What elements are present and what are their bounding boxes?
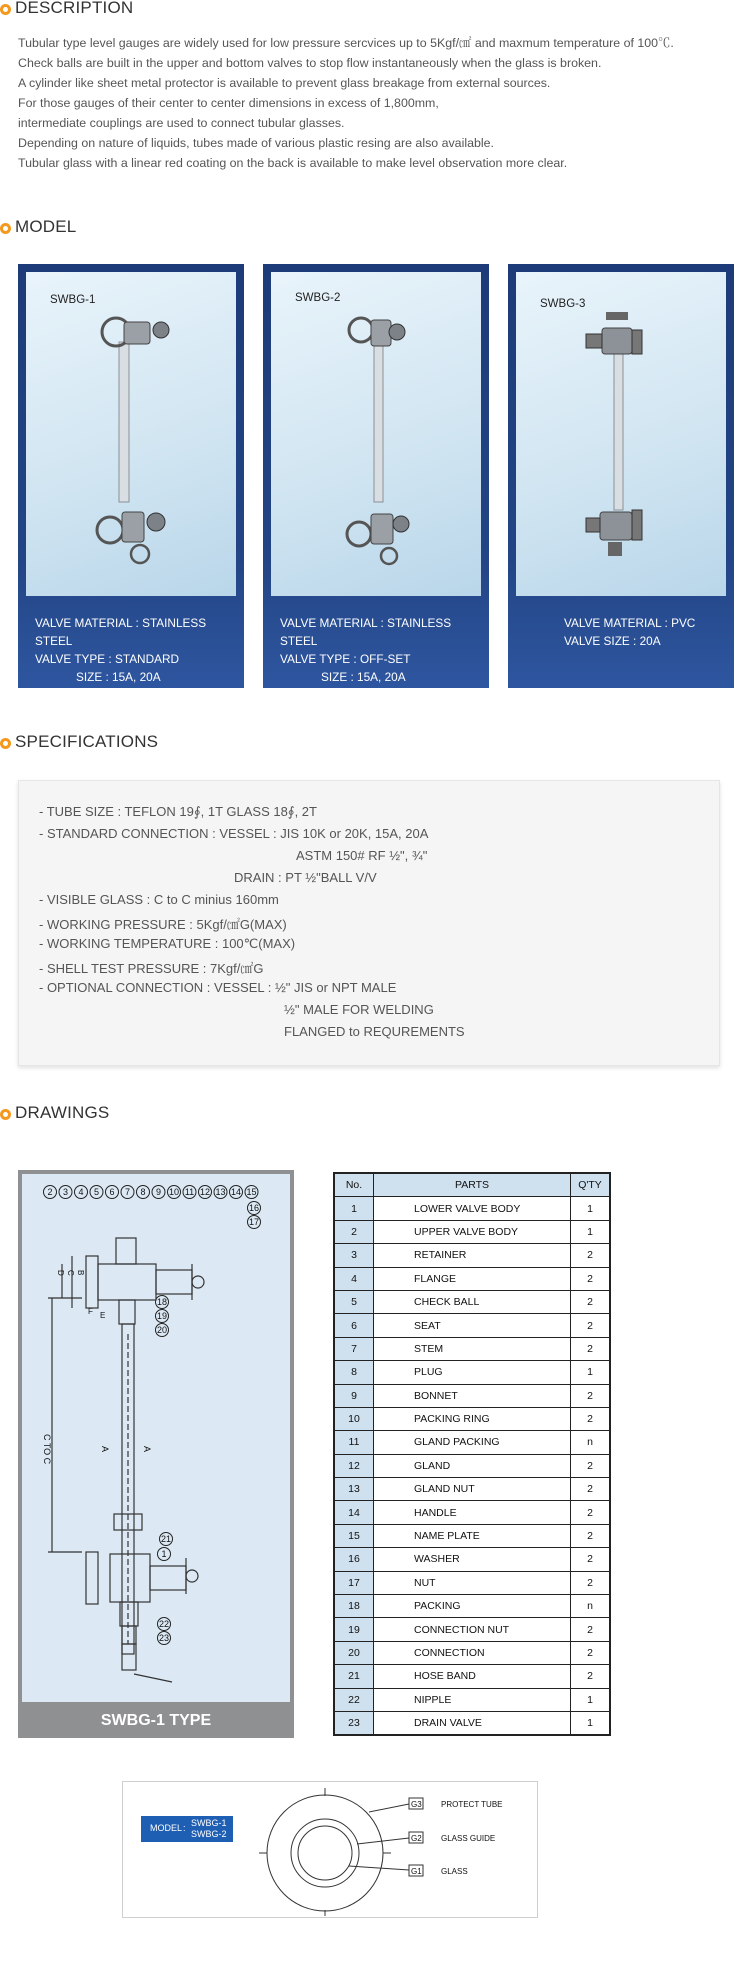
badge-value: SWBG-2 [191, 1829, 227, 1839]
description-line: A cylinder like sheet metal protector is available to prevent glass breakage from external sources. [18, 76, 551, 90]
callout-number: 3 [62, 1187, 69, 1197]
spec-line: FLANGED to REQUREMENTS [284, 1024, 465, 1039]
cross-section-diagram [123, 1782, 537, 1917]
cell-qty: 2 [571, 1501, 611, 1524]
model-spec-line: SIZE : 15A, 20A [76, 670, 161, 684]
model-spec-line: VALVE SIZE : 20A [564, 634, 661, 648]
cell-no: 18 [334, 1595, 374, 1618]
cell-part: FLANGE [374, 1267, 571, 1290]
cell-part: PACKING RING [374, 1407, 571, 1430]
table-row [334, 1688, 610, 1711]
section-title-text: DESCRIPTION [15, 0, 134, 17]
cross-section-view [122, 1781, 538, 1918]
cell-no: 7 [334, 1337, 374, 1360]
cell-qty: 1 [571, 1197, 611, 1220]
table-row [334, 1478, 610, 1501]
table-row [334, 1454, 610, 1477]
badge-value: SWBG-1 [191, 1818, 227, 1828]
callout-label: GLASS [441, 1867, 468, 1876]
callout-number: 17 [248, 1217, 260, 1227]
dim-label-e: E [100, 1311, 106, 1320]
description-text [18, 33, 728, 173]
table-row [334, 1314, 610, 1337]
callout-number: 2 [47, 1187, 53, 1197]
col-header-no: No. [334, 1173, 374, 1197]
table-row [334, 1641, 610, 1664]
drawing-caption: SWBG-1 TYPE [100, 1712, 212, 1729]
callout-number: 9 [155, 1187, 162, 1197]
cell-qty: n [571, 1595, 611, 1618]
callout-number: 18 [156, 1297, 168, 1307]
table-row [334, 1431, 610, 1454]
callout-number: 12 [199, 1187, 211, 1197]
table-row [334, 1290, 610, 1313]
table-row [334, 1361, 610, 1384]
dim-label-b: B [76, 1270, 85, 1276]
spec-line: DRAIN : PT ½"BALL V/V [234, 870, 377, 885]
callout-number: 23 [158, 1633, 170, 1643]
cell-qty: 2 [571, 1267, 611, 1290]
callout-label: PROTECT TUBE [441, 1800, 503, 1809]
table-row [334, 1337, 610, 1360]
table-row [334, 1384, 610, 1407]
callout-label: GLASS GUIDE [441, 1834, 496, 1843]
model-label: SWBG-3 [540, 298, 586, 310]
callout-number: 11 [184, 1187, 195, 1197]
orange-ring-icon [0, 223, 11, 234]
table-row [334, 1548, 610, 1571]
description-line: Check balls are built in the upper and bottom valves to stop flow instantaneously when the glass is broken. [18, 56, 602, 70]
cell-qty: 2 [571, 1337, 611, 1360]
cell-part: NIPPLE [374, 1688, 571, 1711]
cell-no: 14 [334, 1501, 374, 1524]
cell-qty: 2 [571, 1571, 611, 1594]
badge-key: MODEL [150, 1823, 183, 1833]
model-card-swbg-3 [508, 264, 734, 688]
cell-part: CHECK BALL [374, 1290, 571, 1313]
spec-line: ½" MALE FOR WELDING [284, 1002, 434, 1017]
cell-part: NUT [374, 1571, 571, 1594]
col-header-parts: PARTS [374, 1173, 571, 1197]
dim-label-a-right: A [142, 1446, 152, 1453]
col-header-qty: Q'TY [571, 1173, 611, 1197]
cell-no: 3 [334, 1244, 374, 1267]
model-badge: MODEL : SWBG-1 SWBG-2 [141, 1816, 233, 1842]
table-row [334, 1571, 610, 1594]
cell-qty: 1 [571, 1220, 611, 1243]
table-row [334, 1595, 610, 1618]
model-photo [516, 272, 726, 596]
cell-no: 16 [334, 1548, 374, 1571]
technical-drawing [18, 1170, 294, 1738]
cell-qty: 2 [571, 1524, 611, 1547]
orange-ring-icon [0, 738, 11, 749]
cell-part: HANDLE [374, 1501, 571, 1524]
table-row [334, 1524, 610, 1547]
model-spec-line: VALVE TYPE : OFF-SET [280, 652, 411, 666]
table-row [334, 1244, 610, 1267]
callout-number: 7 [124, 1187, 131, 1197]
model-specs [508, 614, 734, 650]
section-title-model [0, 217, 76, 237]
callout-number: 4 [78, 1187, 84, 1197]
dim-label-d: D [56, 1270, 65, 1276]
description-line: Tubular type level gauges are widely used for low pressure sercvices up to 5Kgf/㎠ and maxmum temperature of 100℃. [18, 36, 674, 50]
spec-line: - VISIBLE GLASS : C to C minius 160mm [39, 892, 279, 907]
cell-qty: 2 [571, 1548, 611, 1571]
description-line: For those gauges of their center to center dimensions in excess of 1,800mm, [18, 96, 439, 110]
callout-tag: G3 [411, 1800, 422, 1809]
spec-line: - WORKING TEMPERATURE : 100℃(MAX) [39, 936, 296, 951]
cell-part: PLUG [374, 1361, 571, 1384]
cell-part: GLAND PACKING [374, 1431, 571, 1454]
cell-part: DRAIN VALVE [374, 1711, 571, 1735]
callout-number: 5 [93, 1187, 100, 1197]
section-title-specifications [0, 732, 158, 752]
description-line: Tubular glass with a linear red coating on the back is available to make level observation more clear. [18, 156, 568, 170]
cell-qty: 1 [571, 1711, 611, 1735]
model-photo [26, 272, 236, 596]
cell-part: HOSE BAND [374, 1665, 571, 1688]
callout-number: 22 [158, 1619, 170, 1629]
table-row [334, 1407, 610, 1430]
spec-line: - WORKING PRESSURE : 5Kgf/㎠G(MAX) [39, 917, 287, 932]
cell-no: 4 [334, 1267, 374, 1290]
cell-qty: 2 [571, 1407, 611, 1430]
cell-qty: 1 [571, 1361, 611, 1384]
model-label: SWBG-1 [50, 294, 96, 306]
callout-number: 15 [246, 1187, 257, 1197]
gauge-photo-illustration [516, 272, 726, 596]
table-row [334, 1220, 610, 1243]
model-spec-line: VALVE TYPE : STANDARD [35, 652, 180, 666]
cell-qty: 1 [571, 1688, 611, 1711]
cell-no: 13 [334, 1478, 374, 1501]
table-row [334, 1197, 610, 1220]
specifications-box [18, 780, 720, 1066]
cell-no: 21 [334, 1665, 374, 1688]
callout-number: 19 [156, 1311, 168, 1321]
table-row [334, 1267, 610, 1290]
cell-part: PACKING [374, 1595, 571, 1618]
cell-qty: 2 [571, 1244, 611, 1267]
cell-part: BONNET [374, 1384, 571, 1407]
spec-line: - TUBE SIZE : TEFLON 19∮, 1T GLASS 18∮, 2T [39, 804, 317, 819]
dim-label-ctoc: C TO C [42, 1434, 52, 1465]
callout-number: 8 [140, 1187, 146, 1197]
model-card-swbg-1 [18, 264, 244, 688]
cell-qty: 2 [571, 1478, 611, 1501]
cell-qty: 2 [571, 1384, 611, 1407]
cell-no: 22 [334, 1688, 374, 1711]
model-spec-line: SIZE : 15A, 20A [321, 670, 406, 684]
gauge-photo-illustration [26, 272, 236, 596]
cell-qty: 2 [571, 1641, 611, 1664]
callout-tag: G1 [411, 1867, 422, 1876]
parts-table-header [334, 1173, 610, 1197]
cell-part: CONNECTION [374, 1641, 571, 1664]
cell-no: 10 [334, 1407, 374, 1430]
model-photo [271, 272, 481, 596]
cell-no: 12 [334, 1454, 374, 1477]
description-line: intermediate couplings are used to connect tubular glasses. [18, 116, 345, 130]
callout-number: 14 [230, 1187, 242, 1197]
table-row [334, 1618, 610, 1641]
dim-label-a-left: A [100, 1446, 110, 1453]
cell-part: RETAINER [374, 1244, 571, 1267]
dim-label-f: F [88, 1307, 93, 1316]
table-row [334, 1501, 610, 1524]
cell-no: 11 [334, 1431, 374, 1454]
callout-number: 20 [156, 1325, 168, 1335]
orange-ring-icon [0, 4, 11, 15]
cell-qty: 2 [571, 1665, 611, 1688]
cell-qty: 2 [571, 1314, 611, 1337]
cell-no: 23 [334, 1711, 374, 1735]
cell-no: 20 [334, 1641, 374, 1664]
spec-line: - SHELL TEST PRESSURE : 7Kgf/㎠G [39, 961, 264, 976]
cell-no: 8 [334, 1361, 374, 1384]
table-row [334, 1665, 610, 1688]
cell-part: GLAND NUT [374, 1478, 571, 1501]
section-title-text: SPECIFICATIONS [15, 732, 159, 751]
spec-line: ASTM 150# RF ½", ¾" [296, 848, 428, 863]
cell-qty: 2 [571, 1454, 611, 1477]
section-title-drawings [0, 1103, 109, 1123]
gauge-schematic [22, 1174, 290, 1702]
cell-qty: n [571, 1431, 611, 1454]
callout-tag: G2 [411, 1834, 422, 1843]
dim-label-c: C [66, 1270, 75, 1276]
cell-part: WASHER [374, 1548, 571, 1571]
cell-no: 1 [334, 1197, 374, 1220]
model-card-swbg-2 [263, 264, 489, 688]
cell-no: 9 [334, 1384, 374, 1407]
cell-qty: 2 [571, 1618, 611, 1641]
cell-part: LOWER VALVE BODY [374, 1197, 571, 1220]
cell-no: 5 [334, 1290, 374, 1313]
gauge-photo-illustration [271, 272, 481, 596]
cell-no: 17 [334, 1571, 374, 1594]
callout-number: 21 [160, 1534, 172, 1544]
model-specs [263, 614, 489, 686]
orange-ring-icon [0, 1109, 11, 1120]
callout-number: 6 [109, 1187, 115, 1197]
parts-table [333, 1172, 611, 1736]
section-title-text: MODEL [15, 217, 77, 236]
model-spec-line: VALVE MATERIAL : STAINLESS STEEL [35, 616, 207, 648]
cell-qty: 2 [571, 1290, 611, 1313]
cell-no: 19 [334, 1618, 374, 1641]
cell-part: NAME PLATE [374, 1524, 571, 1547]
cell-no: 2 [334, 1220, 374, 1243]
model-label: SWBG-2 [295, 292, 341, 304]
cell-part: SEAT [374, 1314, 571, 1337]
table-row [334, 1711, 610, 1735]
cell-part: STEM [374, 1337, 571, 1360]
spec-line: - OPTIONAL CONNECTION : VESSEL : ½" JIS or NPT MALE [39, 980, 397, 995]
model-spec-line: VALVE MATERIAL : PVC [564, 616, 696, 630]
callout-number: 13 [215, 1187, 226, 1197]
callout-number: 16 [248, 1203, 260, 1213]
model-specs [18, 614, 244, 686]
cell-no: 15 [334, 1524, 374, 1547]
spec-line: - STANDARD CONNECTION : VESSEL : JIS 10K or 20K, 15A, 20A [39, 826, 429, 841]
callout-number: 1 [161, 1549, 167, 1559]
cell-part: CONNECTION NUT [374, 1618, 571, 1641]
section-title-text: DRAWINGS [15, 1103, 110, 1122]
callout-number: 10 [168, 1187, 180, 1197]
cell-part: GLAND [374, 1454, 571, 1477]
section-title-description [0, 0, 133, 18]
drawing-canvas [22, 1174, 290, 1702]
model-spec-line: VALVE MATERIAL : STAINLESS STEEL [280, 616, 452, 648]
cell-part: UPPER VALVE BODY [374, 1220, 571, 1243]
cell-no: 6 [334, 1314, 374, 1337]
description-line: Depending on nature of liquids, tubes made of various plastic resing are also available. [18, 136, 494, 150]
